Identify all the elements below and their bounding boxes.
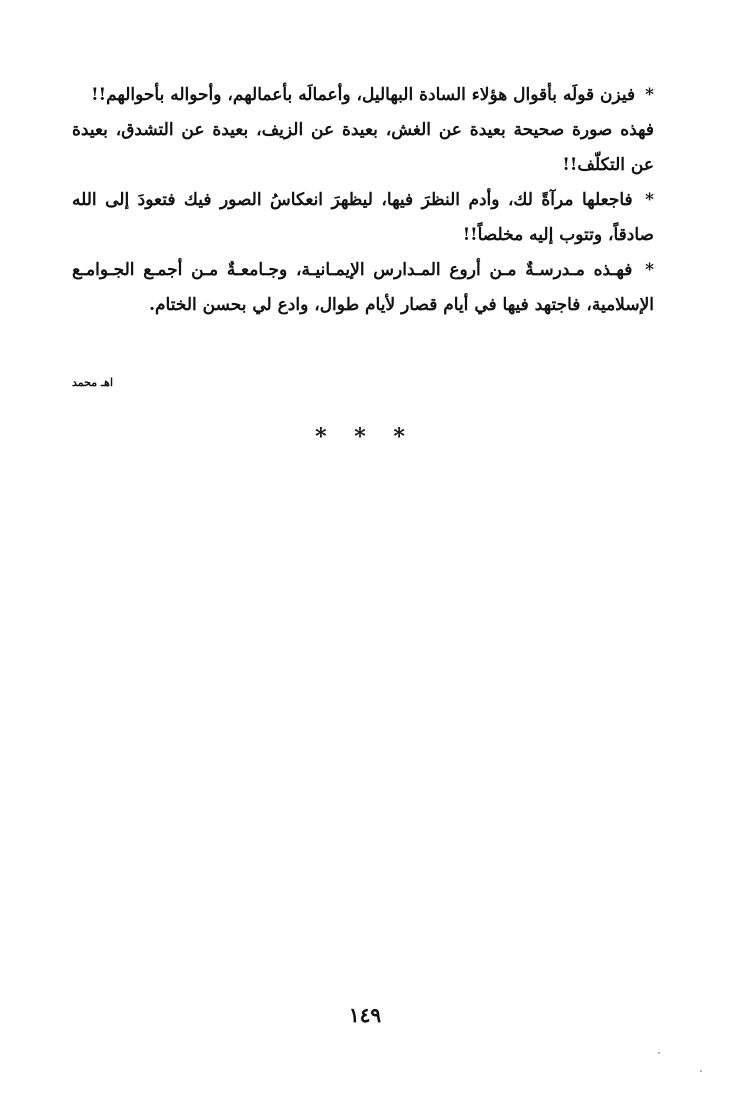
scan-speck — [700, 1070, 702, 1072]
paragraph-text: فاجعلها مرآةً لك، وأدم النظرَ فيها، ليظهرَ انعكاسُ الصور فيك فتعودَ إلى الله صادقاً، وتتوب إليه مخلصاً!! — [72, 190, 654, 245]
paragraph-text: فيزن قولَه بأقوال هؤلاء السادة البهاليل، وأعمالَه بأعمالهم، وأحواله بأحوالهم!! — [91, 85, 636, 105]
scan-speck — [658, 1052, 660, 1054]
paragraph-4 — [72, 253, 654, 323]
body-text — [72, 78, 654, 323]
section-separator: * * * — [315, 424, 415, 450]
paragraph-3 — [72, 183, 654, 253]
page-number: ١٤٩ — [348, 1003, 382, 1027]
paragraph-1 — [72, 78, 654, 113]
author-signature: اهـ محمد — [72, 376, 114, 389]
bullet-star: * — [645, 85, 654, 105]
bullet-star: * — [645, 190, 654, 210]
paragraph-2 — [72, 113, 654, 183]
paragraph-text: فهـذه مـدرسـةٌ مـن أروع المـدارس الإيمـانيـة، وجـامعـةٌ مـن أجمـع الجـوامـع الإسلامية، فاجتهد فيها في أيام قصار لأيام طوال، وادع لي بحسن الختام. — [72, 260, 654, 315]
bullet-star: * — [645, 260, 655, 280]
paragraph-text: فهذه صورة صحيحة بعيدة عن الغش، بعيدة عن الزيف، بعيدة عن التشدق، بعيدة عن التكلّف!! — [72, 120, 654, 175]
